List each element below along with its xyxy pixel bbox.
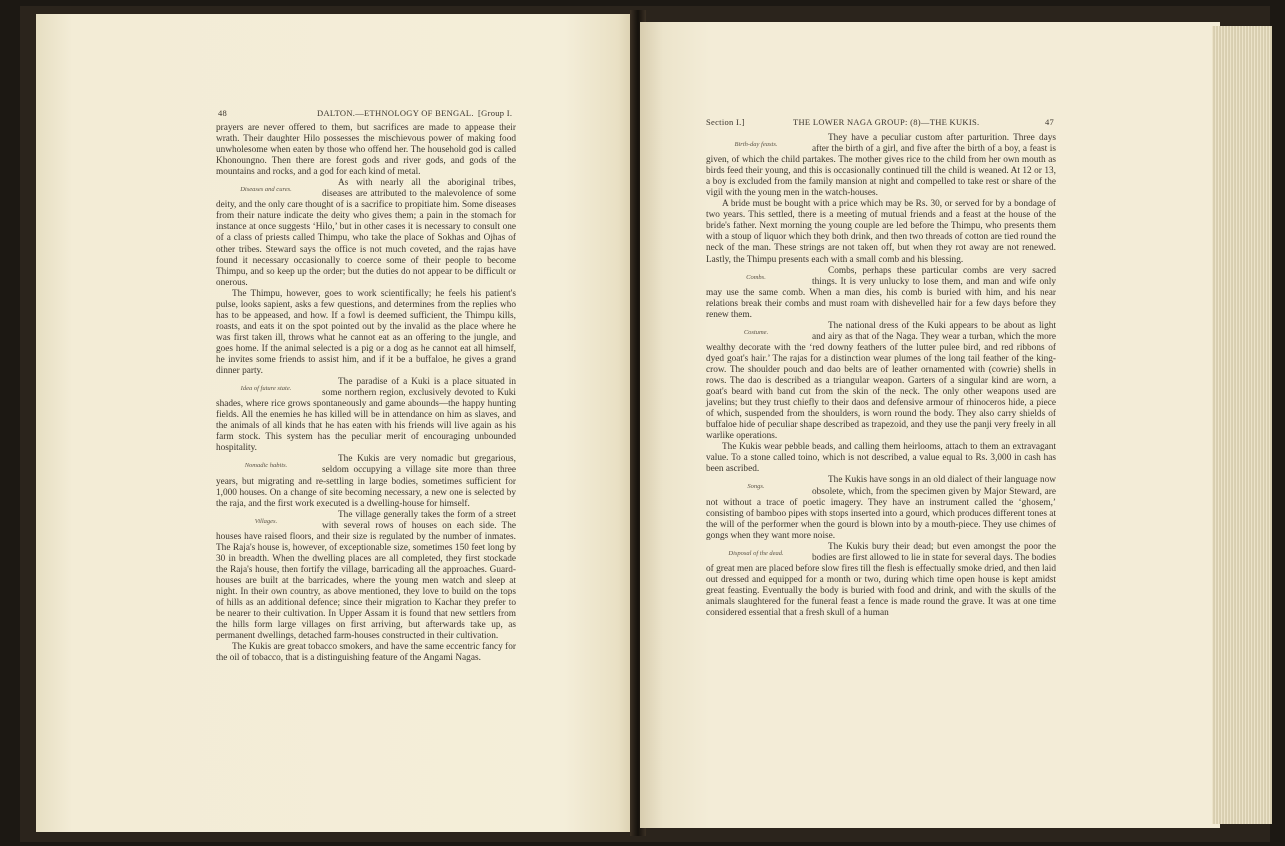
paragraph: The Thimpu, however, goes to work scientifically; he feels his patient's pulse, looks sapient, asks a few questions, and determines from the replies who has to be appeased, and how. If a fowl is deemed sufficient, the Thimpu kills, roasts, and eats it on the spot pointed out by the invalid as the place where he was first taken ill, throws what he cannot eat as an offering to the jungle, and goes home. If the animal selected is a pig or a dog as he cannot eat all himself, he invites some friends to assist him, and if it be a buffaloe, he gives a grand dinner party. — [216, 288, 516, 377]
margin-sidenote: Disposal of the dead. — [728, 549, 784, 557]
paragraph: prayers are never offered to them, but sacrifices are made to appease their wrath. Their daughter Hilo possesses the mischievous power of making food unwholesome when eaten by those who offend her. The household god is called Khonoungno. Then there are forest gods and river gods, and gods of the mountains and rocks, and a god for each kind of metal. — [216, 123, 516, 178]
right-running-title: THE LOWER NAGA GROUP: (8)—THE KUKIS. — [793, 117, 980, 127]
left-text-column — [216, 123, 516, 664]
margin-sidenote: Idea of future state. — [240, 385, 292, 393]
left-page-number: 48 — [218, 108, 228, 118]
margin-sidenote: Costume. — [743, 328, 769, 336]
margin-sidenote: Nomadic habits. — [244, 462, 288, 470]
paragraph: They have a peculiar custom after parturition. Three days after the birth of a girl, and five after the birth of a boy, a feast is given, of which the child partakes. The mother gives rice to the child from her own mouth as birds feed their young, and this is occasionally continued till the child is weaned. At 12 or 13, a boy is excluded from the family mansion at night and compelled to take rest or share of the vigil with the young men in the watch-houses. — [706, 133, 1056, 199]
paragraph: The Kukis are great tobacco smokers, and have the same eccentric fancy for the oil of tobacco, that is a distinguishing feature of the Angami Nagas. — [216, 642, 516, 664]
paragraph: The village generally takes the form of a street with several rows of houses on each side. The houses have raised floors, and their size is regulated by the number of inmates. The Raja's house is, however, of exceptionable size, sometimes 150 feet long by 30 in breadth. When the dwelling places are all completed, they first stockade the Raja's house, then fortify the village, barricading all the approaches. Guard-houses are built at the barricades, where the young men watch and sleep at night. In their own country, as above mentioned, they love to build on the tops of hills as an additional defence; since their migration to Kachar they prefer to be nearer to their cultivation. In Upper Assam it is found that new settlers from the hills form large villages on first arriving, but afterwards take up, as permanent dwellings, detached farm-houses constructed in their cultivation. — [216, 509, 516, 642]
paragraph: As with nearly all the aboriginal tribes, diseases are attributed to the malevolence of some deity, and the only care thought of is a sacrifice to propitiate him. Some diseases from their nature indicate the deity who gives them; a pain in the stomach for instance at once suggests ‘Hilo,’ but in other cases it is necessary to consult one of a class of priests called Thimpu, who take the place of Sokhas and Ojhas of other tribes. Steward says the office is not much coveted, and the rajas have found it necessary occasionally to coerce some of their people to become Thimpu, and so keep up the order; but the duties do not appear to be difficult or onerous. — [216, 178, 516, 288]
paragraph: The Kukis bury their dead; but even amongst the poor the bodies are first allowed to lie in state for several days. The bodies of great men are placed before slow fires till the flesh is effectually smoke dried, and then laid out dressed and equipped for a month or two, during which time open house is kept amidst great feasting. Eventually the body is buried with food and drink, and with the skulls of the animals slaughtered for the funeral feast a fence is made round the grave. It was at one time considered essential that a fresh skull of a human — [706, 541, 1056, 619]
right-page — [640, 22, 1220, 828]
left-page — [36, 14, 636, 832]
margin-sidenote: Combs. — [746, 273, 766, 281]
page-fore-edge — [1212, 26, 1272, 824]
margin-sidenote: Birth-day feasts. — [734, 141, 778, 148]
paragraph: The national dress of the Kuki appears to be about as light and airy as that of the Naga. They wear a turban, which the more wealthy decorate with the ‘red downy feathers of the lutter pulee bird, and red ribbons of dyed goat's hair.’ The rajas for a distinction wear plumes of the long tail feather of the king-crow. The shoulder pouch and dao belts are of leather ornamented with (cowrie) shells in rows. The dao is described as a triangular weapon. Garters of a singular kind are worn, a goat's beard with band cut from the skin of the neck. The only other weapons used are javelins; but they trust chiefly to their daos and defensive armour of rhinoceros hide, a piece of which, suspended from the shoulders, is worn round the body. They also carry shields of buffaloe hide of peculiar shape described as trapezoid, and they use the panji very freely in all warlike operations. — [706, 320, 1056, 442]
paragraph: The Kukis are very nomadic but gregarious, seldom occupying a village site more than three years, but migrating and re-settling in large bodies, sometimes sufficient for 1,000 houses. On a change of site becoming necessary, a new one is selected by the raja, and the first work executed is a dwelling-house for himself. — [216, 454, 516, 509]
left-section-label: [Group I. — [478, 108, 513, 118]
paragraph: The Kukis wear pebble beads, and calling them heirlooms, attach to them an extravagant value. To a stone called toino, which is not described, a value equal to Rs. 3,000 in cash has been ascribed. — [706, 442, 1056, 475]
margin-sidenote: Villages. — [254, 517, 278, 525]
right-page-number: 47 — [1045, 117, 1055, 127]
margin-sidenote: Songs. — [747, 483, 765, 491]
margin-sidenote: Diseases and cures. — [240, 186, 292, 194]
right-text-column — [706, 133, 1056, 619]
paragraph: The paradise of a Kuki is a place situated in some northern region, exclusively devoted to Kuki shades, where rice grows spontaneously and game abounds—the happy hunting fields. All the enemies he has killed will be in attendance on him as slaves, and the animals of all kinds that he has eaten with his friends will live again as his farm stock. This system has the peculiar merit of encouraging unbounded hospitality. — [216, 377, 516, 454]
paragraph: The Kukis have songs in an old dialect of their language now obsolete, which, from the specimen given by Major Steward, are not without a trace of poetic imagery. They have an instrument called the ‘ghosem,’ consisting of bamboo pipes with stops inserted into a gourd, which produces different tones at the will of the performer when the gourd is blown into by a mouth-piece. They use chimes of gongs when they want more noise. — [706, 475, 1056, 541]
paragraph: A bride must be bought with a price which may be Rs. 30, or served for by a bondage of two years. This settled, there is a meeting of mutual friends and a feast at the house of the bride's father. Next morning the young couple are led before the Thimpu, who presents them with a stoup of liquor which they both drink, and then two threads of cotton are tied round the neck of the man. These strings are not taken off, but when they rot away are not renewed. Lastly, the Thimpu presents each with a small comb and his blessing. — [706, 199, 1056, 265]
left-running-title: DALTON.—ETHNOLOGY OF BENGAL. — [317, 108, 474, 118]
paragraph: Combs, perhaps these particular combs are very sacred things. It is very unlucky to lose them, and man and wife only may use the same comb. When a man dies, his comb is buried with him, and his near relations break their combs and must roam with dishevelled hair for a few days before they renew them. — [706, 265, 1056, 320]
right-section-label: Section I.] — [706, 117, 745, 127]
